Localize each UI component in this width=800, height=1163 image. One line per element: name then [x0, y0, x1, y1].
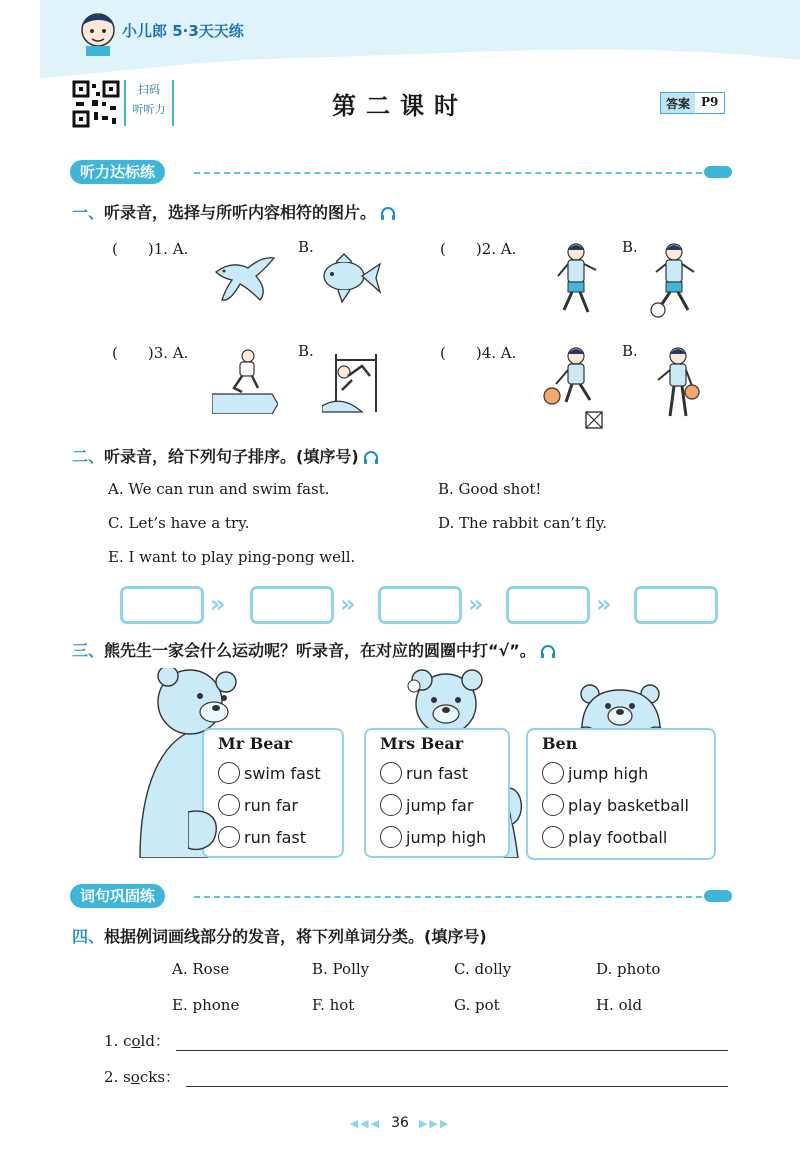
- option-label: play football: [568, 827, 668, 847]
- word-e: E. phone: [172, 996, 240, 1014]
- fill-post: cks：: [139, 1068, 181, 1086]
- card-ben: [526, 728, 716, 860]
- option-label: run far: [244, 795, 298, 815]
- word-d: D. photo: [596, 960, 661, 978]
- option-jump-far[interactable]: [380, 794, 473, 816]
- section-banner-vocab: [70, 884, 732, 908]
- boy-dribbling-box-icon[interactable]: [540, 346, 606, 430]
- q1-item-3-label: ( )3. A.: [112, 344, 189, 362]
- answer-circle[interactable]: [380, 794, 402, 816]
- order-box-1[interactable]: [120, 586, 204, 624]
- word-b: B. Polly: [312, 960, 370, 978]
- chevron-right-icon: »: [340, 590, 356, 618]
- q2-title: [72, 444, 379, 467]
- triangle-right-icon: ▶▶▶: [418, 1117, 451, 1130]
- fill-pre: s: [123, 1068, 131, 1086]
- answer-label: 答案: [661, 93, 695, 113]
- answer-circle[interactable]: [542, 762, 564, 784]
- card-name: Mr Bear: [218, 734, 293, 753]
- fill-underlined: o: [130, 1068, 140, 1086]
- q4-number: 四、: [72, 927, 105, 946]
- card-name: Mrs Bear: [380, 734, 464, 753]
- q1-item-1-b: B.: [298, 238, 314, 256]
- q1-item-4-b: B.: [622, 342, 638, 360]
- word-f: F. hot: [312, 996, 355, 1014]
- headphone-icon[interactable]: [380, 206, 396, 220]
- option-label: play basketball: [568, 795, 689, 815]
- section-banner-listening: [70, 160, 732, 184]
- boy-running-icon[interactable]: [554, 242, 602, 320]
- q3-title: [72, 638, 556, 661]
- fill-label-cold: [104, 1030, 170, 1051]
- q1-item-2-b: B.: [622, 238, 638, 256]
- header-band: [0, 0, 800, 80]
- card-mr-bear: [202, 728, 344, 858]
- answer-circle[interactable]: [542, 794, 564, 816]
- answer-circle[interactable]: [218, 762, 240, 784]
- option-label: jump high: [406, 827, 487, 847]
- option-label: run fast: [244, 827, 306, 847]
- fill-underlined: o: [131, 1032, 141, 1050]
- chevron-right-icon: »: [596, 590, 612, 618]
- card-name: Ben: [542, 734, 578, 753]
- option-label: run fast: [406, 763, 468, 783]
- answer-page: P9: [701, 95, 719, 109]
- answer-page-tag[interactable]: [660, 92, 725, 114]
- bear-paw-icon: [188, 808, 218, 852]
- chevron-right-icon: »: [210, 590, 226, 618]
- q3-text: 熊先生一家会什么运动呢？听录音，在对应的圆圈中打“√”。: [104, 641, 536, 660]
- fill-label-socks: [104, 1066, 180, 1087]
- q1-item-2-label: ( )2. A.: [440, 240, 517, 258]
- word-c: C. dolly: [454, 960, 512, 978]
- order-box-3[interactable]: [378, 586, 462, 624]
- section-title-listening: 听力达标练: [70, 160, 165, 184]
- fill-num: 1.: [104, 1032, 119, 1050]
- card-mrs-bear: [364, 728, 510, 858]
- qr-label-line2: 听听力: [132, 103, 166, 116]
- q1-number: 一、: [72, 203, 105, 222]
- option-run-fast[interactable]: [380, 762, 468, 784]
- q3-number: 三、: [72, 641, 105, 660]
- triangle-left-icon: ◀◀◀: [349, 1117, 382, 1130]
- q1-title: [72, 200, 396, 223]
- page-number: 36: [391, 1115, 409, 1131]
- order-box-4[interactable]: [506, 586, 590, 624]
- qr-label-line1: 扫码: [138, 83, 160, 96]
- q2-text: 听录音，给下列句子排序。(填序号): [104, 447, 359, 466]
- fill-num: 2.: [104, 1068, 119, 1086]
- answer-circle[interactable]: [380, 826, 402, 848]
- sentence-e: E. I want to play ping-pong well.: [108, 548, 356, 566]
- option-swim-fast[interactable]: [218, 762, 321, 784]
- lesson-title: 第二课时: [332, 92, 468, 120]
- fill-pre: c: [123, 1032, 132, 1050]
- q1-item-4-label: ( )4. A.: [440, 344, 517, 362]
- boy-mascot-icon: [76, 8, 120, 56]
- banner-dash: [194, 172, 702, 174]
- answer-circle[interactable]: [380, 762, 402, 784]
- q1-item-1-label: ( )1. A.: [112, 240, 189, 258]
- girl-high-jump-icon[interactable]: [322, 346, 382, 414]
- option-play-football[interactable]: [542, 826, 667, 848]
- q4-text: 根据例词画线部分的发音，将下列单词分类。(填序号): [104, 927, 487, 946]
- q1-text: 听录音，选择与所听内容相符的图片。: [104, 203, 377, 222]
- option-play-basketball[interactable]: [542, 794, 689, 816]
- option-jump-high[interactable]: [542, 762, 648, 784]
- boy-kicking-ball-icon[interactable]: [648, 242, 704, 320]
- q4-title: [72, 924, 487, 947]
- section-title-vocab: 词句巩固练: [70, 884, 165, 908]
- q1-item-3-b: B.: [298, 342, 314, 360]
- chevron-right-icon: »: [468, 590, 484, 618]
- option-label: jump far: [406, 795, 474, 815]
- option-run-far[interactable]: [218, 794, 298, 816]
- brand-title: 小儿郎 5·3天天练: [122, 22, 244, 40]
- sentence-b: B. Good shot!: [438, 480, 542, 498]
- order-box-2[interactable]: [250, 586, 334, 624]
- answer-circle[interactable]: [218, 794, 240, 816]
- girl-long-jump-icon[interactable]: [212, 348, 278, 414]
- answer-circle[interactable]: [542, 826, 564, 848]
- word-g: G. pot: [454, 996, 500, 1014]
- order-sequence: [120, 586, 720, 622]
- headphone-icon[interactable]: [540, 644, 556, 658]
- headphone-icon[interactable]: [363, 450, 379, 464]
- answer-line-2[interactable]: [186, 1086, 728, 1087]
- option-run-fast[interactable]: [218, 826, 306, 848]
- answer-line-1[interactable]: [176, 1050, 728, 1051]
- banner-dash: [194, 896, 702, 898]
- word-a: A. Rose: [172, 960, 230, 978]
- option-jump-high[interactable]: [380, 826, 486, 848]
- fill-post: ld：: [140, 1032, 170, 1050]
- option-label: swim fast: [244, 763, 321, 783]
- boy-basketball-icon[interactable]: [652, 346, 704, 420]
- word-h: H. old: [596, 996, 643, 1014]
- option-label: jump high: [568, 763, 649, 783]
- sentence-a: A. We can run and swim fast.: [108, 480, 330, 498]
- page-footer: [0, 1115, 800, 1131]
- answer-circle[interactable]: [218, 826, 240, 848]
- order-box-5[interactable]: [634, 586, 718, 624]
- fish-icon[interactable]: [318, 252, 382, 304]
- pencil-icon: [704, 890, 732, 902]
- q2-number: 二、: [72, 447, 105, 466]
- bird-flying-icon[interactable]: [212, 250, 276, 306]
- pencil-icon: [704, 166, 732, 178]
- sentence-c: C. Let’s have a try.: [108, 514, 250, 532]
- sentence-d: D. The rabbit can’t fly.: [438, 514, 608, 532]
